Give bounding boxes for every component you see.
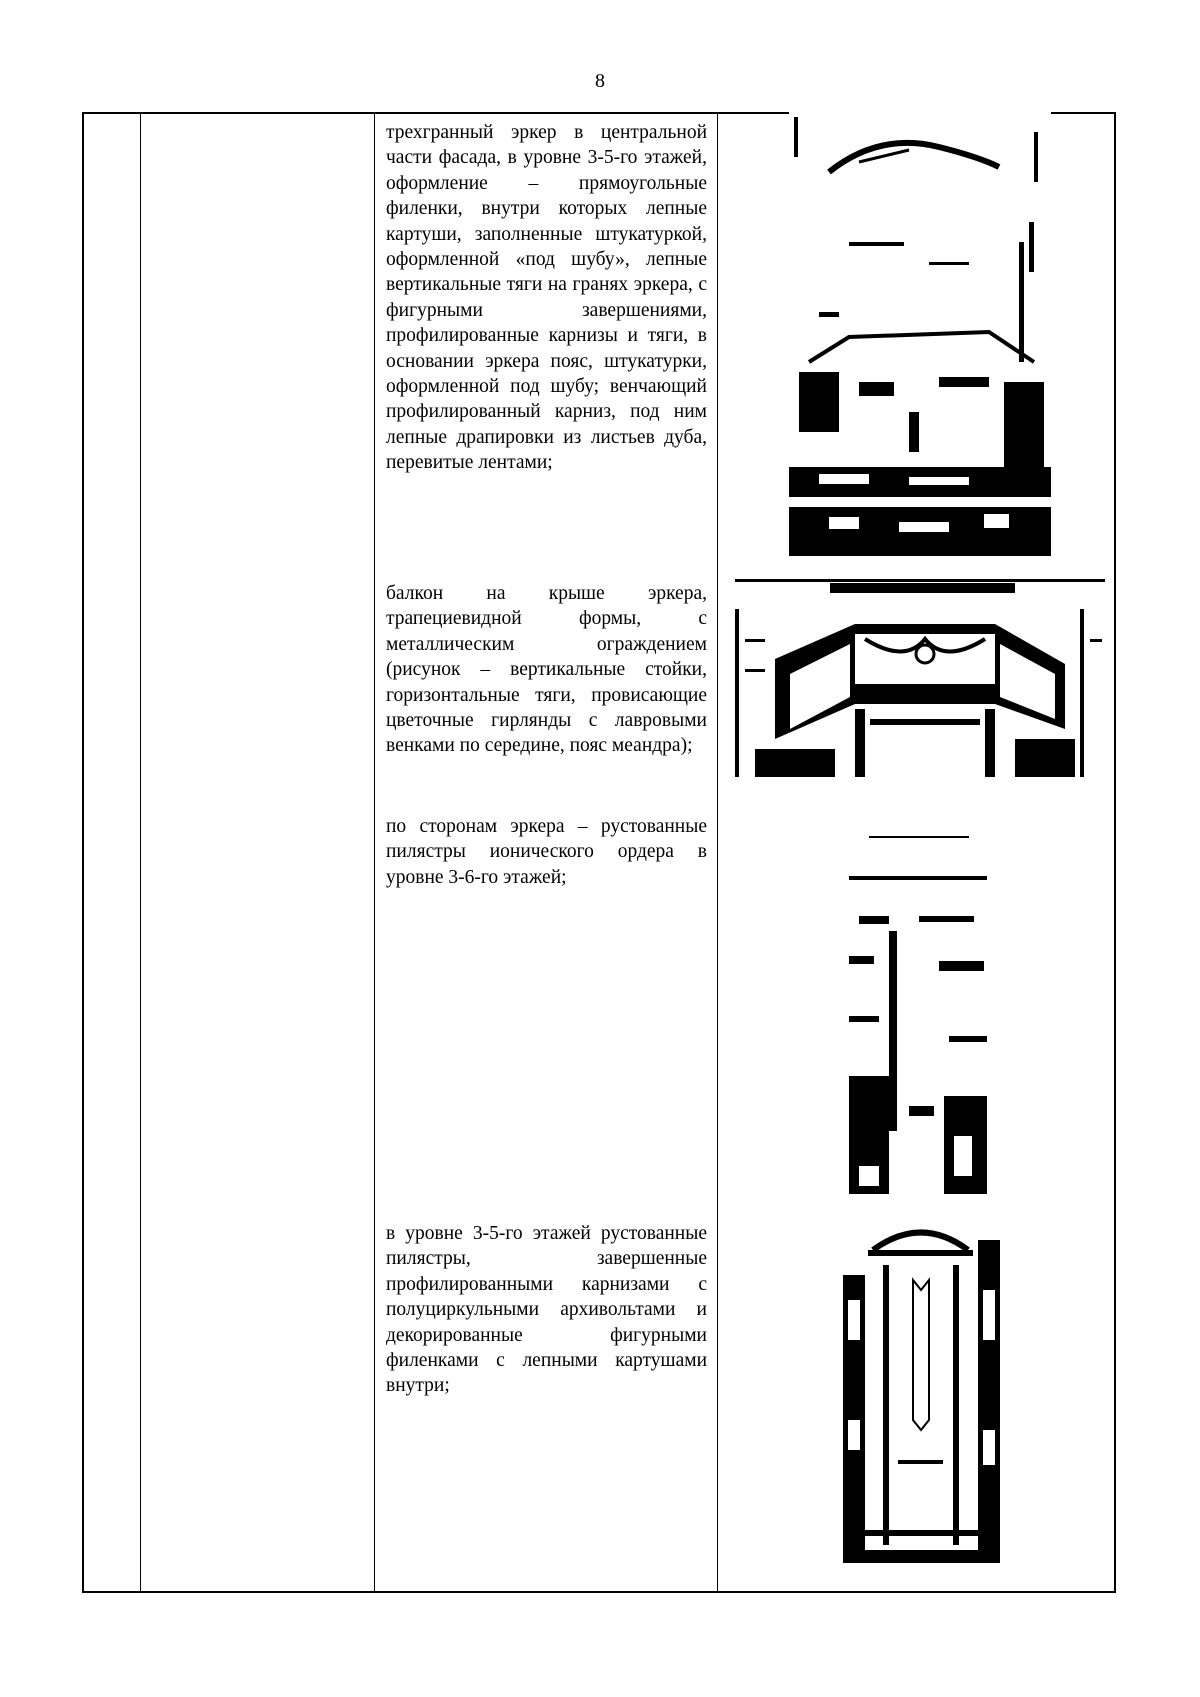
- ionic-pilaster-photo: [849, 836, 987, 1194]
- pilasters-archivolt-description: в уровне 3-5-го этажей рустованные пилястры, завершенные профилированными карнизами с полуциркульными архивольтами и декорированные фигурными филенками с лепными картушами внутри;: [386, 1223, 707, 1397]
- description-table: [82, 112, 1116, 1593]
- bay-window-photo: [789, 112, 1051, 556]
- column-divider: [374, 114, 375, 1591]
- bay-window-description: трехгранный эркер в центральной части фасада, в уровне 3-5-го этажей, оформление – прямоугольные филенки, внутри которых лепные картуши, заполненные штукатуркой, оформленной «под шубу», лепные вертикальные тяги на гранях эркера, с фигурными завершениями, профилированные карнизы и тяги, в основании эркера пояс, штукатурки, оформленной под шубу; венчающий профилированный карниз, под ним лепные драпировки из листьев дуба, перевитые лентами;: [386, 122, 707, 474]
- column-divider: [717, 114, 718, 1591]
- archivolt-pilaster-photo: [843, 1220, 1000, 1563]
- balcony-photo: [735, 579, 1105, 777]
- column-divider: [140, 114, 141, 1591]
- pilasters-ionic-description: по сторонам эркера – рустованные пилястры ионического ордера в уровне 3-6-го этажей;: [386, 816, 707, 888]
- page-number: 8: [595, 70, 605, 92]
- balcony-description: балкон на крыше эркера, трапециевидной формы, с металлическим ограждением (рисунок – вертикальные стойки, горизонтальные тяги, провисающие цветочные гирлянды с лавровыми венками по середине, пояс меандра);: [386, 583, 707, 757]
